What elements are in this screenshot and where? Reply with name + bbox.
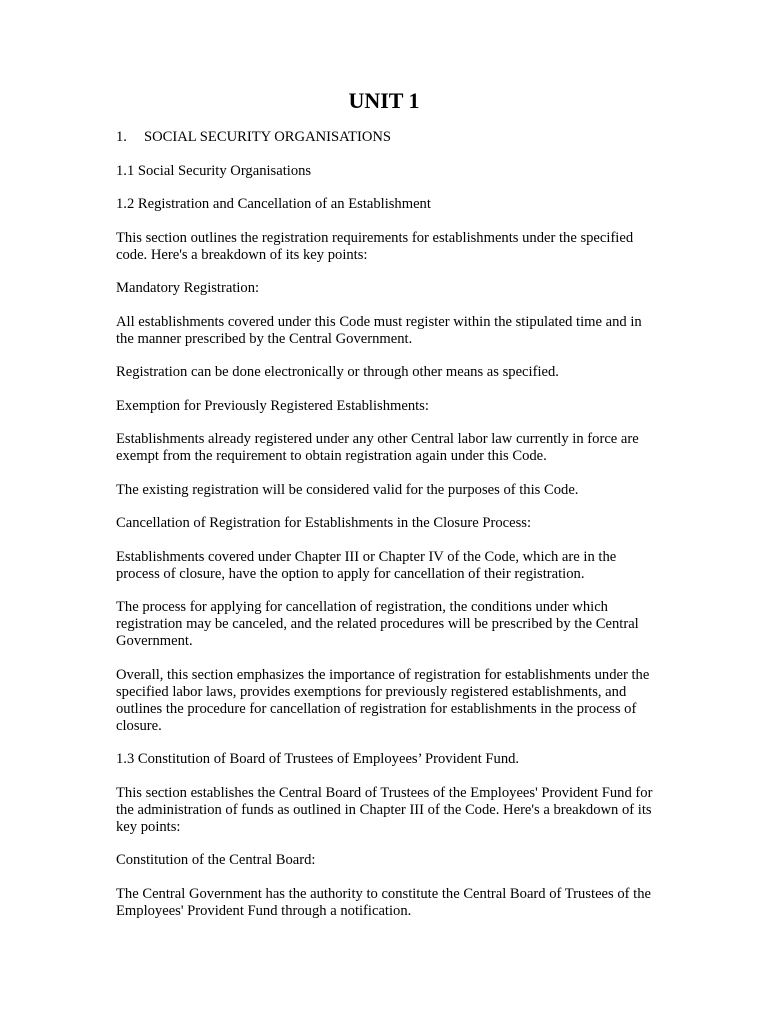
- paragraph: Establishments already registered under any other Central labor law currently in force are exempt from the requirement to obtain registration again under this Code.: [116, 431, 639, 464]
- paragraph-heading: Exemption for Previously Registered Establishments:: [116, 397, 429, 414]
- subsection-heading-1-1: 1.1 Social Security Organisations: [116, 162, 312, 179]
- section-heading-text: SOCIAL SECURITY ORGANISATIONS: [144, 129, 392, 145]
- paragraph: The existing registration will be considered valid for the purposes of this Code.: [116, 481, 579, 498]
- paragraph-heading: Mandatory Registration:: [116, 280, 260, 296]
- page-title: UNIT 1: [348, 88, 420, 113]
- document-body: [116, 129, 656, 936]
- paragraph-heading: Cancellation of Registration for Establishments in the Closure Process:: [116, 515, 532, 531]
- subsection-heading-1-3: 1.3 Constitution of Board of Trustees of Employees’ Provident Fund.: [116, 751, 520, 767]
- subsection-heading-1-2: 1.2 Registration and Cancellation of an Establishment: [116, 196, 431, 212]
- paragraph: The Central Government has the authority to constitute the Central Board of Trustees of the Employees' Provident Fund through a notification.: [116, 885, 651, 919]
- paragraph: This section establishes the Central Board of Trustees of the Employees' Provident Fund for the administration of funds as outlined in Chapter III of the Code. Here's a breakdown of its key points:: [116, 784, 653, 835]
- section-heading: [116, 129, 656, 146]
- paragraph: Overall, this section emphasizes the importance of registration for establishments under the specified labor laws, provides exemptions for previously registered establishments, and outlines the procedure for cancellation of registration for establishments in the process of closure.: [116, 666, 650, 734]
- section-number: 1.: [116, 129, 127, 145]
- paragraph: Registration can be done electronically or through other means as specified.: [116, 364, 559, 380]
- paragraph-heading: Constitution of the Central Board:: [116, 852, 316, 868]
- paragraph: Establishments covered under Chapter III or Chapter IV of the Code, which are in the process of closure, have the option to apply for cancellation of their registration.: [116, 548, 617, 582]
- paragraph: The process for applying for cancellation of registration, the conditions under which registration may be canceled, and the related procedures will be prescribed by the Central Government.: [116, 599, 639, 649]
- paragraph: All establishments covered under this Code must register within the stipulated time and in the manner prescribed by the Central Government.: [116, 313, 642, 347]
- paragraph: This section outlines the registration requirements for establishments under the specified code. Here's a breakdown of its key points:: [116, 229, 634, 263]
